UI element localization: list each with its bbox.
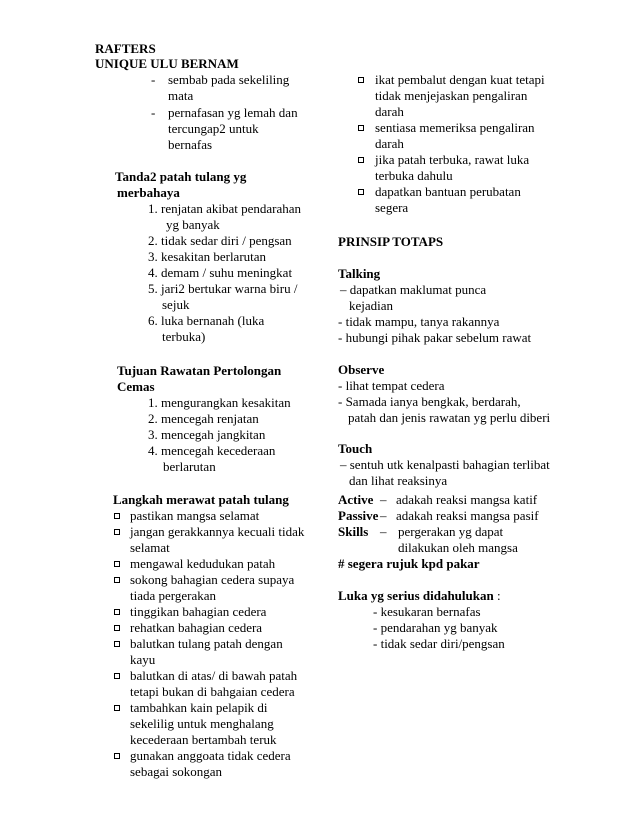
bullet-item-line: dapatkan bantuan perubatan bbox=[375, 184, 521, 199]
active-term: Active bbox=[338, 492, 374, 507]
active-text: adakah reaksi mangsa katif bbox=[396, 492, 538, 507]
checkbox-bullet-icon bbox=[114, 705, 120, 711]
list-item: 4. demam / suhu meningkat bbox=[148, 265, 293, 280]
touch-line: – sentuh utk kenalpasti bahagian terlibat bbox=[340, 457, 550, 472]
checkbox-bullet-icon bbox=[114, 753, 120, 759]
talking-line: - tidak mampu, tanya rakannya bbox=[338, 314, 500, 329]
checkbox-bullet-icon bbox=[114, 625, 120, 631]
intro-line: mata bbox=[168, 88, 194, 103]
bullet-item-line: segera bbox=[375, 200, 409, 215]
bullet-item-line: balutkan tulang patah dengan bbox=[130, 636, 283, 651]
list-item: sejuk bbox=[162, 297, 190, 312]
talking-line: – dapatkan maklumat punca bbox=[340, 282, 487, 297]
skills-dash: – bbox=[380, 524, 387, 539]
luka-item: - tidak sedar diri/pengsan bbox=[373, 636, 505, 651]
active-dash: – bbox=[380, 492, 387, 507]
checkbox-bullet-icon bbox=[358, 189, 364, 195]
section-title-tujuan: Tujuan Rawatan Pertolongan bbox=[117, 363, 282, 378]
bullet-item-line: pastikan mangsa selamat bbox=[130, 508, 260, 523]
section-title-tujuan: Cemas bbox=[117, 379, 155, 394]
segera-note: # segera rujuk kpd pakar bbox=[338, 556, 480, 571]
luka-colon: : bbox=[493, 588, 501, 603]
intro-marker: - bbox=[151, 72, 156, 87]
section-title-prinsip: PRINSIP TOTAPS bbox=[338, 234, 444, 249]
checkbox-bullet-icon bbox=[114, 673, 120, 679]
bullet-item-line: ikat pembalut dengan kuat tetapi bbox=[375, 72, 545, 87]
bullet-item-line: sentiasa memeriksa pengaliran bbox=[375, 120, 535, 135]
skills-text: pergerakan yg dapat bbox=[398, 524, 504, 539]
bullet-item-line: tinggikan bahagian cedera bbox=[130, 604, 267, 619]
checkbox-bullet-icon bbox=[358, 125, 364, 131]
list-item: 6. luka bernanah (luka bbox=[148, 313, 265, 328]
bullet-item-line: sebagai sokongan bbox=[130, 764, 223, 779]
passive-term: Passive bbox=[338, 508, 379, 523]
luka-title: Luka yg serius didahulukan bbox=[338, 588, 494, 603]
checkbox-bullet-icon bbox=[114, 641, 120, 647]
bullet-item-line: kecederaan bertambah teruk bbox=[130, 732, 277, 747]
intro-line: pernafasan yg lemah dan bbox=[168, 105, 298, 120]
luka-heading bbox=[338, 588, 501, 603]
bullet-item-line: balutkan di atas/ di bawah patah bbox=[130, 668, 298, 683]
bullet-item-line: tidak menjejaskan pengaliran bbox=[375, 88, 528, 103]
talking-line: - hubungi pihak pakar sebelum rawat bbox=[338, 330, 532, 345]
list-item: 3. kesakitan berlarutan bbox=[148, 249, 267, 264]
bullet-item-line: terbuka dahulu bbox=[375, 168, 453, 183]
doc-header-line1: RAFTERS bbox=[95, 41, 156, 56]
checkbox-bullet-icon bbox=[358, 77, 364, 83]
checkbox-bullet-icon bbox=[358, 157, 364, 163]
list-item: 3. mencegah jangkitan bbox=[148, 427, 266, 442]
checkbox-bullet-icon bbox=[114, 561, 120, 567]
section-title-langkah: Langkah merawat patah tulang bbox=[113, 492, 289, 507]
bullet-item-line: rehatkan bahagian cedera bbox=[130, 620, 263, 635]
list-item: yg banyak bbox=[166, 217, 220, 232]
list-item: terbuka) bbox=[162, 329, 206, 344]
list-item: 2. mencegah renjatan bbox=[148, 411, 259, 426]
bullet-item-line: tambahkan kain pelapik di bbox=[130, 700, 268, 715]
bullet-item-line: kayu bbox=[130, 652, 156, 667]
checkbox-bullet-icon bbox=[114, 513, 120, 519]
bullet-item-line: sekelilig untuk menghalang bbox=[130, 716, 274, 731]
passive-dash: – bbox=[380, 508, 387, 523]
observe-line: patah dan jenis rawatan yg perlu diberi bbox=[348, 410, 551, 425]
bullet-item-line: tetapi bukan di bahgaian cedera bbox=[130, 684, 295, 699]
touch-line: dan lihat reaksinya bbox=[349, 473, 448, 488]
luka-item: - pendarahan yg banyak bbox=[373, 620, 498, 635]
list-item: 1. renjatan akibat pendarahan bbox=[148, 201, 302, 216]
observe-title: Observe bbox=[338, 362, 385, 377]
talking-line: kejadian bbox=[349, 298, 394, 313]
bullet-item-line: mengawal kedudukan patah bbox=[130, 556, 276, 571]
bullet-item-line: jika patah terbuka, rawat luka bbox=[375, 152, 530, 167]
skills-text: dilakukan oleh mangsa bbox=[398, 540, 518, 555]
bullet-item-line: darah bbox=[375, 104, 404, 119]
observe-line: - Samada ianya bengkak, berdarah, bbox=[338, 394, 521, 409]
list-item: 1. mengurangkan kesakitan bbox=[148, 395, 291, 410]
list-item: 2. tidak sedar diri / pengsan bbox=[148, 233, 292, 248]
checkbox-bullet-icon bbox=[114, 529, 120, 535]
observe-line: - lihat tempat cedera bbox=[338, 378, 445, 393]
intro-line: sembab pada sekeliling bbox=[168, 72, 290, 87]
bullet-item-line: darah bbox=[375, 136, 404, 151]
bullet-item-line: selamat bbox=[130, 540, 170, 555]
touch-title: Touch bbox=[338, 441, 373, 456]
list-item: berlarutan bbox=[163, 459, 216, 474]
bullet-item-line: tiada pergerakan bbox=[130, 588, 217, 603]
checkbox-bullet-icon bbox=[114, 609, 120, 615]
checkbox-bullet-icon bbox=[114, 577, 120, 583]
intro-line: bernafas bbox=[168, 137, 213, 152]
list-item: 4. mencegah kecederaan bbox=[148, 443, 276, 458]
section-title-tanda: Tanda2 patah tulang yg bbox=[115, 169, 247, 184]
luka-item: - kesukaran bernafas bbox=[373, 604, 481, 619]
intro-marker: - bbox=[151, 105, 156, 120]
talking-title: Talking bbox=[338, 266, 381, 281]
intro-line: tercungap2 untuk bbox=[168, 121, 259, 136]
skills-term: Skills bbox=[338, 524, 369, 539]
list-item: 5. jari2 bertukar warna biru / bbox=[148, 281, 298, 296]
section-title-tanda: merbahaya bbox=[117, 185, 180, 200]
passive-text: adakah reaksi mangsa pasif bbox=[396, 508, 539, 523]
bullet-item-line: sokong bahagian cedera supaya bbox=[130, 572, 295, 587]
bullet-item-line: gunakan anggoata tidak cedera bbox=[130, 748, 291, 763]
bullet-item-line: jangan gerakkannya kecuali tidak bbox=[130, 524, 305, 539]
doc-header-line2: UNIQUE ULU BERNAM bbox=[95, 56, 239, 71]
